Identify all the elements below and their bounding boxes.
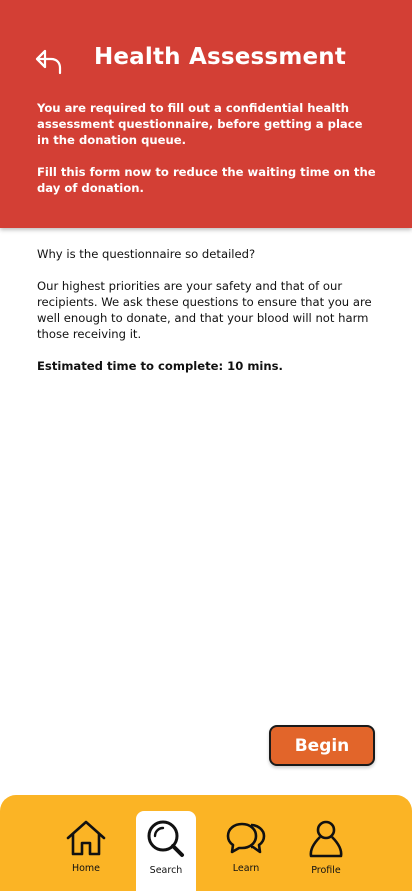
nav-label-profile: Profile xyxy=(311,865,341,876)
intro-paragraph-1: You are required to fill out a confidential health assessment questionnaire, before getting a place in the donation queue. xyxy=(37,101,363,147)
estimated-time: Estimated time to complete: 10 mins. xyxy=(37,359,283,373)
header xyxy=(0,0,412,228)
begin-button[interactable]: Begin xyxy=(269,725,375,766)
nav-item-learn[interactable] xyxy=(216,811,276,891)
bottom-nav xyxy=(0,795,412,891)
nav-label-search: Search xyxy=(149,865,183,876)
nav-item-search[interactable] xyxy=(136,811,196,891)
nav-item-profile[interactable] xyxy=(296,811,356,891)
nav-item-home[interactable] xyxy=(56,811,116,891)
person-icon xyxy=(305,819,347,859)
chat-bubbles-icon xyxy=(225,819,267,857)
questionnaire-info xyxy=(37,246,377,374)
info-answer: Our highest priorities are your safety and that of our recipients. We ask these questions to ensure that you are well enough to donate, and that your blood will not harm those receiving it. xyxy=(37,279,372,341)
search-icon xyxy=(145,819,187,859)
intro-text xyxy=(37,100,377,196)
intro-paragraph-2: Fill this form now to reduce the waiting time on the day of donation. xyxy=(37,165,376,195)
home-icon xyxy=(65,819,107,857)
info-question: Why is the questionnaire so detailed? xyxy=(37,247,256,261)
page-title: Health Assessment xyxy=(93,44,347,70)
nav-label-home: Home xyxy=(71,863,101,874)
nav-label-learn: Learn xyxy=(232,863,260,874)
